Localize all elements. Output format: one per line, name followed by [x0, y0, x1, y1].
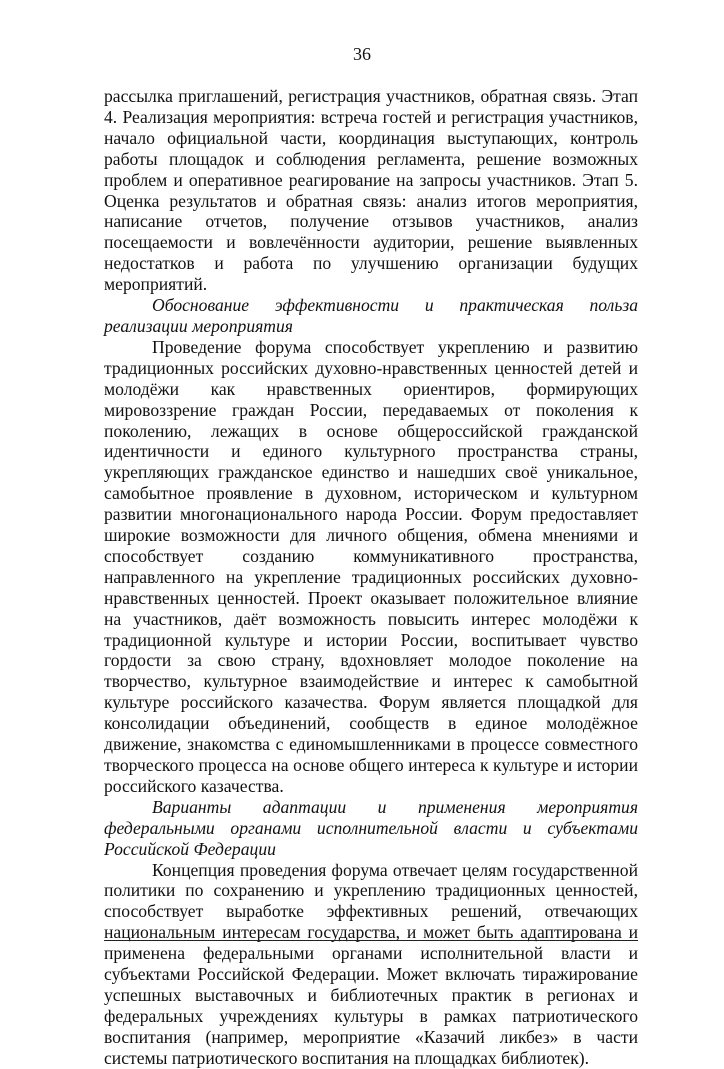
section-heading-effectiveness: Обоснование эффективности и практическая польза реализации мероприятия [104, 295, 638, 336]
section-heading-adaptation: Варианты адаптации и применения мероприятия федеральными органами исполнительной власти и субъектами Российской Федерации [104, 796, 638, 859]
paragraph-forum-benefits: Проведение форума способствует укреплению и развитию традиционных российских духовно-нравственных ценностей детей и молодёжи как нравственных ориентиров, формирующих мировоззрение граждан России, передаваемых от поколения к поколению, лежащих в основе общероссийской гражданской идентичности и единого культурного пространства страны, укрепляющих гражданское единство и нашедших своё уникальное, самобытное проявление в духовном, историческом и культурном развитии многонационального народа России. Форум предоставляет широкие возможности для личного общения, обмена мнениями и способствует созданию коммуникативного пространства, направленного на укрепление традиционных российских духовно-нравственных ценностей. Проект оказывает положительное влияние на участников, даёт возможность повысить интерес молодёжи к традиционной культуре и истории России, воспитывает чувство гордости за свою страну, вдохновляет молодое поколение на творчество, культурное взаимодействие и интерес к самобытной культуре российского казачества. Форум является площадкой для консолидации объединений, сообществ в единое молодёжное движение, знакомства с единомышленниками в процессе совместного творческого процесса на основе общего интереса к культуре и истории российского казачества. [104, 336, 638, 796]
paragraph-continuation: рассылка приглашений, регистрация участников, обратная связь. Этап 4. Реализация мероприятия: встреча гостей и регистрация участников, начало официальной части, координация выступающих, контроль работы площадок и соблюдения регламента, решение возможных проблем и оперативное реагирование на запросы участников. Этап 5. Оценка результатов и обратная связь: анализ итогов мероприятия, написание отчетов, получение отзывов участников, анализ посещаемости и вовлечённости аудитории, решение выявленных недостатков и работа по улучшению организации будущих мероприятий. [104, 86, 638, 295]
paragraph-forum-concept: Концепция проведения форума отвечает целям государственной политики по сохранению и укреплению традиционных ценностей, способствует выработке эффективных решений, отвечающих национальным интересам государства, и может быть адаптирована и применена федеральными органами исполнительной власти и субъектами Российской Федерации. Может включать тиражирование успешных выставочных и библиотечных практик в регионах и федеральных учреждениях культуры в рамках патриотического воспитания (например, мероприятие «Казачий ликбез» в части системы патриотического воспитания на площадках библиотек). [104, 859, 638, 1068]
document-body [104, 86, 638, 1069]
footnote-divider [104, 940, 638, 941]
page-number: 36 [353, 44, 371, 64]
